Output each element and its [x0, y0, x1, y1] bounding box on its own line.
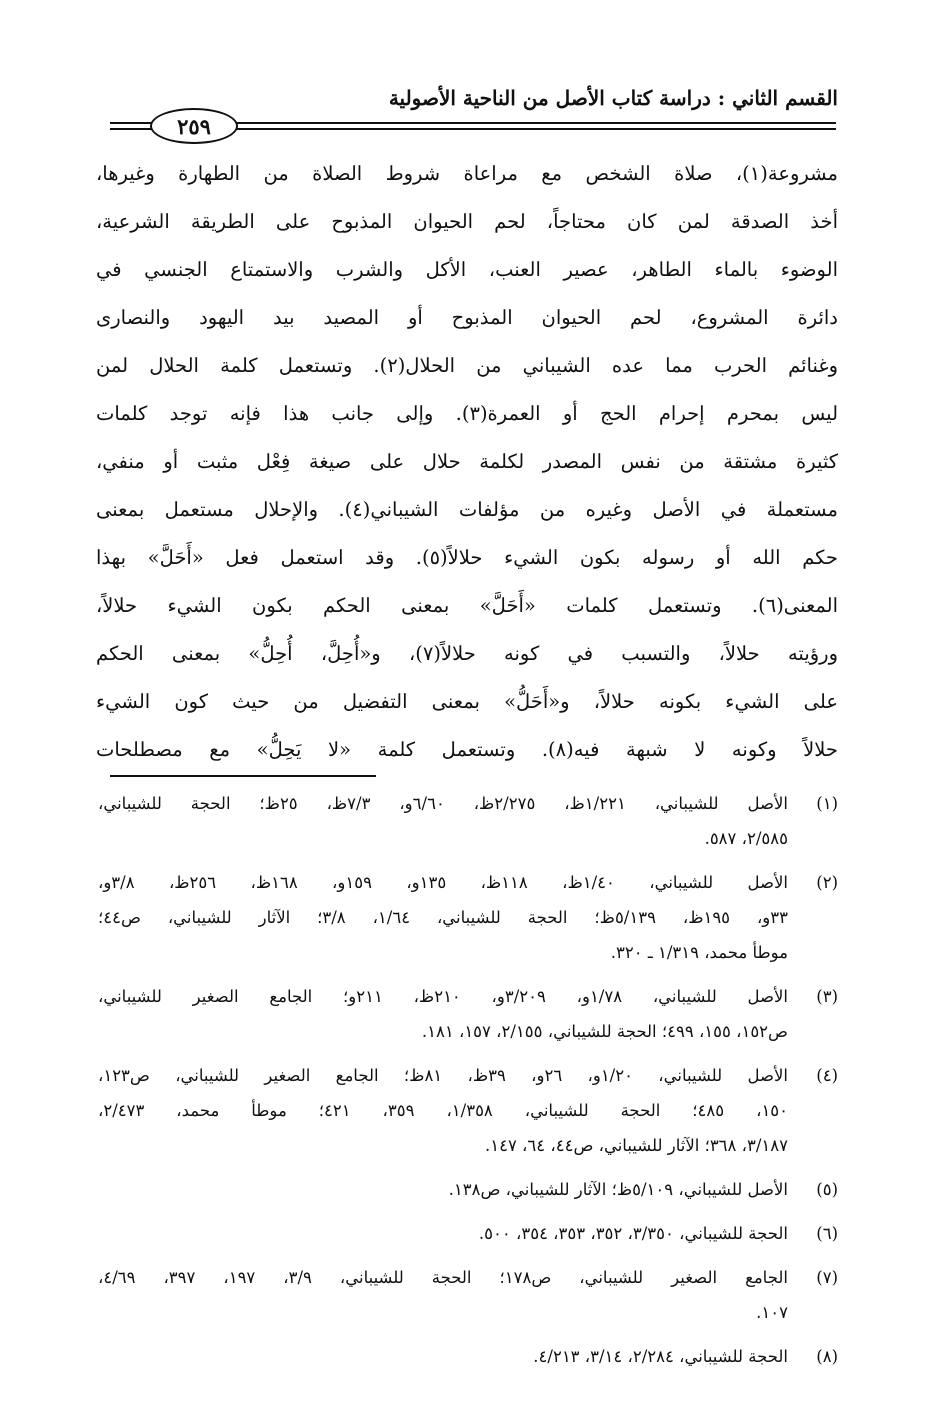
- text-line: كثيرة مشتقة من نفس المصدر لكلمة حلال على صيغة فِعْل مثبت أو منفي،: [96, 450, 838, 473]
- footnote-line: موطأ محمد، ١/٣١٩ ـ ٣٢٠.: [610, 943, 788, 962]
- footnote-line: ١٥٠، ٤٨٥؛ الحجة للشيباني، ١/٣٥٨، ٣٥٩، ٤٢١؛ موطأ محمد، ٢/٤٧٣،: [98, 1101, 788, 1120]
- text-line: ورؤيته حلالاً، والتسبب في كونه حلالاً(٧)، و«أُحِلَّ، أُحِلُّ» بمعنى الحكم: [96, 642, 838, 665]
- footnote-line: ص١٥٢، ١٥٥، ٤٩٩؛ الحجة للشيباني، ٢/١٥٥، ١٥٧، ١٨١.: [421, 1022, 788, 1041]
- text-line: الوضوء بالماء الطاهر، عصير العنب، الأكل والشرب والاستمتاع الجنسي في: [96, 258, 838, 281]
- footnote-line: الجامع الصغير للشيباني، ص١٧٨؛ الحجة للشيباني، ٣/٩، ١٩٧، ٣٩٧، ٤/٦٩،: [98, 1268, 788, 1287]
- text-line: المعنى(٦). وتستعمل كلمات «أَحَلَّ» بمعنى الحكم بكون الشيء حلالاً،: [96, 594, 838, 617]
- footnote: [98, 1172, 838, 1207]
- text-line: مستعملة في الأصل وغيره من مؤلفات الشيباني(٤). والإحلال مستعمل بمعنى: [96, 498, 838, 521]
- footnote-line: الحجة للشيباني، ٢/٢٨٤، ٣/١٤، ٤/٢١٣.: [533, 1347, 788, 1366]
- text-line: مشروعة(١)، صلاة الشخص مع مراعاة شروط الصلاة من الطهارة وغيرها،: [96, 162, 838, 185]
- footnote-number: (٢): [816, 873, 838, 892]
- footnote: [98, 979, 838, 1049]
- footnote: [98, 1216, 838, 1251]
- footnote-line: ١٠٧.: [756, 1303, 788, 1322]
- footnote-line: الأصل للشيباني، ١/٧٨و، ٣/٢٠٩و، ٢١٠ظ، ٢١١و؛ الجامع الصغير للشيباني،: [98, 987, 788, 1006]
- footnote-line: الحجة للشيباني، ٣/٣٥٠، ٣٥٢، ٣٥٣، ٣٥٤، ٥٠٠.: [478, 1224, 788, 1243]
- footnote-line: الأصل للشيباني، ١/٤٠ظ، ١١٨ظ، ١٣٥و، ١٥٩و، ١٦٨ظ، ٢٥٦ظ، ٣/٨و،: [98, 873, 788, 892]
- footnote: [98, 1260, 838, 1330]
- footnotes: [98, 786, 838, 1383]
- footnote-line: الأصل للشيباني، ٥/١٠٩ظ؛ الآثار للشيباني، ص١٣٨.: [448, 1180, 788, 1199]
- footnote-line: الأصل للشيباني، ١/٢٢١ظ، ٢/٢٧٥ظ، ٦/٦٠و، ٧/٣ظ، ٢٥ظ؛ الحجة للشيباني،: [98, 794, 788, 813]
- running-header-title: القسم الثاني : دراسة كتاب الأصل من الناحية الأصولية: [388, 86, 838, 110]
- text-line: دائرة المشروع، لحم الحيوان المذبوح أو المصيد بيد اليهود والنصارى: [96, 306, 838, 329]
- footnote-number: (٥): [816, 1180, 838, 1199]
- footnote: [98, 865, 838, 970]
- text-line: أخذ الصدقة لمن كان محتاجاً، لحم الحيوان المذبوح على الطريقة الشرعية،: [96, 210, 838, 233]
- page-number-badge: [150, 108, 238, 144]
- page-number: ٢٥٩: [177, 113, 211, 139]
- footnote-number: (٤): [816, 1066, 838, 1085]
- text-line: ليس بمحرم إحرام الحج أو العمرة(٣). وإلى جانب هذا فإنه توجد كلمات: [96, 402, 838, 425]
- footnote-number: (٦): [816, 1224, 838, 1243]
- footnote-line: ٢/٥٨٥، ٥٨٧.: [704, 829, 788, 848]
- footnote-number: (٧): [816, 1268, 838, 1287]
- footnote-number: (٣): [816, 987, 838, 1006]
- footnote: [98, 786, 838, 856]
- main-text: [96, 150, 838, 774]
- text-line: على الشيء بكونه حلالاً، و«أَحَلُّ» بمعنى التفضيل من حيث كون الشيء: [96, 690, 838, 713]
- footnote: [98, 1339, 838, 1374]
- footnote-line: الأصل للشيباني، ١/٢٠و، ٢٦و، ٣٩ظ، ٨١ظ؛ الجامع الصغير للشيباني، ص١٢٣،: [98, 1066, 788, 1085]
- footnote-number: (١): [816, 794, 838, 813]
- footnote-line: ٣/١٨٧، ٣٦٨؛ الآثار للشيباني، ص٤٤، ٦٤، ١٤٧.: [484, 1136, 788, 1155]
- footnote-separator: [110, 775, 376, 777]
- footnote-line: ٣٣و، ١٩٥ظ، ٥/١٣٩ظ؛ الحجة للشيباني، ١/٦٤، ٣/٨؛ الآثار للشيباني، ص٤٤؛: [98, 908, 788, 927]
- text-line: وغنائم الحرب مما عده الشيباني من الحلال(٢). وتستعمل كلمة الحلال لمن: [96, 354, 838, 377]
- footnote: [98, 1058, 838, 1163]
- text-line: حكم الله أو رسوله بكون الشيء حلالاً(٥). وقد استعمل فعل «أَحَلَّ» بهذا: [96, 546, 838, 569]
- footnote-number: (٨): [816, 1347, 838, 1366]
- text-line: حلالاً وكونه لا شبهة فيه(٨). وتستعمل كلمة «لا يَحِلُّ» مع مصطلحات: [96, 738, 838, 761]
